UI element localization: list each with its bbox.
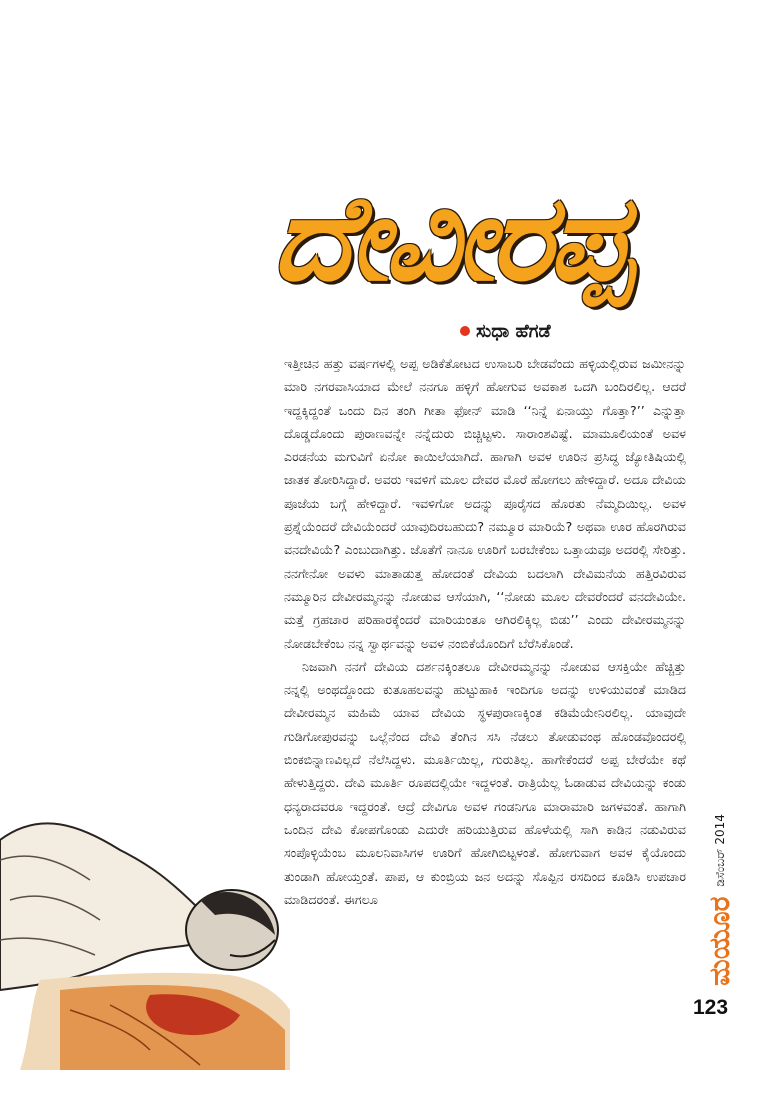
magazine-sidebar	[690, 800, 750, 1000]
bullet-icon	[460, 326, 470, 336]
article-title-art	[236, 138, 666, 338]
page-number: 123	[693, 996, 729, 1019]
paragraph-1: ಇತ್ತೀಚಿನ ಹತ್ತು ವರ್ಷಗಳಲ್ಲಿ ಅಪ್ಪ ಅಡಿಕೆತೋಟದ ಉಸಾಬರಿ ಬೇಡವೆಂದು ಹಳ್ಳಿಯಲ್ಲಿರುವ ಜಮೀನನ್ನು ಮಾರಿ ನಗರವಾಸಿಯಾದ ಮೇಲೆ ನನಗೂ ಹಳ್ಳಿಗೆ ಹೋಗುವ ಅವಕಾಶ ಒದಗಿ ಬಂದಿರಲಿಲ್ಲ. ಆದರೆ ಇದ್ದಕ್ಕಿದ್ದಂತೆ ಒಂದು ದಿನ ತಂಗಿ ಗೀತಾ ಫೋನ್ ಮಾಡಿ ‘‘ನಿನ್ನೆ ಏನಾಯ್ತು ಗೊತ್ತಾ?’’ ಎನ್ನುತ್ತಾ ದೊಡ್ಡದೊಂದು ಪುರಾಣವನ್ನೇ ನನ್ನೆದುರು ಬಿಚ್ಚಿಟ್ಟಳು. ಸಾರಾಂಶವಿಷ್ಟೆ. ಮಾಮೂಲಿಯಂತೆ ಅವಳ ಎರಡನೆಯ ಮಗುವಿಗೆ ಏನೋ ಕಾಯಿಲೆಯಾಗಿದೆ. ಹಾಗಾಗಿ ಅವಳ ಊರಿನ ಪ್ರಸಿದ್ಧ ಜ್ಯೋತಿಷಿಯಲ್ಲಿ ಜಾತಕ ತೋರಿಸಿದ್ದಾರೆ. ಅವರು ಇವಳಿಗೆ ಮೂಲ ದೇವರ ಮೊರೆ ಹೋಗಲು ಹೇಳಿದ್ದಾರೆ. ಅದೂ ದೇವಿಯ ಪೂಜೆಯ ಬಗ್ಗೆ ಹೇಳಿದ್ದಾರೆ. ಇವಳಿಗೋ ಅದನ್ನು ಪೂರೈಸದ ಹೊರತು ನೆಮ್ಮದಿಯಿಲ್ಲ. ಅವಳ ಪ್ರಶ್ನೆಯೆಂದರೆ ದೇವಿಯೆಂದರೆ ಯಾವುದಿರಬಹುದು? ನಮ್ಮೂರ ಮಾರಿಯೆ? ಅಥವಾ ಊರ ಹೊರಗಿರುವ ವನದೇವಿಯೆ? ಎಂಬುದಾಗಿತ್ತು. ಜೊತೆಗೆ ನಾನೂ ಊರಿಗೆ ಬರಬೇಕೆಂಬ ಒತ್ತಾಯವೂ ಅದರಲ್ಲಿ ಸೇರಿತ್ತು. ನನಗೇನೋ ಅವಳು ಮಾತಾಡುತ್ತ ಹೋದಂತೆ ದೇವಿಯ ಬದಲಾಗಿ ದೇವಿಮನೆಯ ಹತ್ತಿರವಿರುವ ನಮ್ಮೂರಿನ ದೇವೀರಮ್ಮನನ್ನು ನೋಡುವ ಆಸೆಯಾಗಿ, ‘‘ನೋಡು ಮೂಲ ದೇವರೆಂದರೆ ವನದೇವಿಯೇ. ಮತ್ತೆ ಗ್ರಹಚಾರ ಪರಿಹಾರಕ್ಕೆಂದರೆ ಮಾರಿಯಂತೂ ಆಗಿರಲಿಕ್ಕಿಲ್ಲ ಬಿಡು’’ ಎಂದು ದೇವೀರಮ್ಮನನ್ನು ನೋಡಬೇಕೆಂಬ ನನ್ನ ಸ್ವಾರ್ಥವನ್ನು ಅವಳ ನಂಬಿಕೆಯೊಂದಿಗೆ ಬೆರೆಸಿಕೊಂಡೆ.	[284, 356, 686, 651]
article-title: ದೇವೀರಪ್ಪ	[272, 168, 630, 307]
author-byline	[460, 318, 551, 344]
magazine-name: ಮಯೂರ	[703, 896, 736, 986]
author-name: ಸುಧಾ ಹೆಗಡೆ	[476, 320, 551, 342]
issue-date: ಡಿಸೆಂಬರ್ 2014	[712, 814, 727, 887]
reclining-figure-illustration	[0, 770, 290, 1070]
paragraph-2: ನಿಜವಾಗಿ ನನಗೆ ದೇವಿಯ ದರ್ಶನಕ್ಕಿಂತಲೂ ದೇವೀರಮ್ಮನನ್ನು ನೋಡುವ ಆಸಕ್ತಿಯೇ ಹೆಚ್ಚಿತ್ತು ನನ್ನಲ್ಲಿ ಅಂಥದ್ದೊಂದು ಕುತೂಹಲವನ್ನು ಹುಟ್ಟುಹಾಕಿ ಇಂದಿಗೂ ಅದನ್ನು ಉಳಿಯುವಂತೆ ಮಾಡಿದ ದೇವೀರಮ್ಮನ ಮಹಿಮೆ ಯಾವ ದೇವಿಯ ಸ್ಥಳಪುರಾಣಕ್ಕಿಂತ ಕಡಿಮೆಯೇನಿರಲಿಲ್ಲ. ಯಾವುದೇ ಗುಡಿಗೋಪುರವನ್ನು ಒಲ್ಲೆನೆಂದ ದೇವಿ ತೆಂಗಿನ ಸಸಿ ನೆಡಲು ತೋಡುವಂಥ ಹೊಂಡವೊಂದರಲ್ಲಿ ಬಿಂಕಬಿನ್ನಾಣವಿಲ್ಲದೆ ನೆಲೆಸಿದ್ದಳು. ಮೂರ್ತಿಯಿಲ್ಲ, ಗುರುತಿಲ್ಲ. ಹಾಗೇಕೆಂದರೆ ಅಪ್ಪ ಬೇರೆಯೇ ಕಥೆ ಹೇಳುತ್ತಿದ್ದರು. ದೇವಿ ಮೂರ್ತಿ ರೂಪದಲ್ಲಿಯೇ ಇದ್ದಳಂತೆ. ರಾತ್ರಿಯೆಲ್ಲ ಓಡಾಡುವ ದೇವಿಯನ್ನು ಕಂಡು ಧನ್ಯರಾದವರೂ ಇದ್ದರಂತೆ. ಆದ್ರೆ ದೇವಿಗೂ ಅವಳ ಗಂಡನಿಗೂ ಮಾರಾಮಾರಿ ಜಗಳವಂತೆ. ಹಾಗಾಗಿ ಒಂದಿನ ದೇವಿ ಕೋಪಗೊಂಡು ಎದುರೇ ಹರಿಯುತ್ತಿರುವ ಹೊಳೆಯಲ್ಲಿ ಸಾಗಿ ಕಾಡಿನ ನಡುವಿರುವ ಸಂಪೊಳ್ಳಿಯೆಂಬ ಮೂಲನಿವಾಸಿಗಳ ಊರಿಗೆ ಹೋಗಿಬಿಟ್ಟಳಂತೆ. ಹೋಗುವಾಗ ಅವಳ ಕೈಯೊಂದು ತುಂಡಾಗಿ ಹೋಯ್ತಂತೆ. ಪಾಪ, ಆ ಕುಂಬ್ರಿಯ ಜನ ಅದನ್ನು ಸೊಪ್ಪಿನ ರಸದಿಂದ ಕೂಡಿಸಿ ಉಪಚಾರ ಮಾಡಿದರಂತೆ. ಈಗಲೂ	[284, 658, 686, 907]
